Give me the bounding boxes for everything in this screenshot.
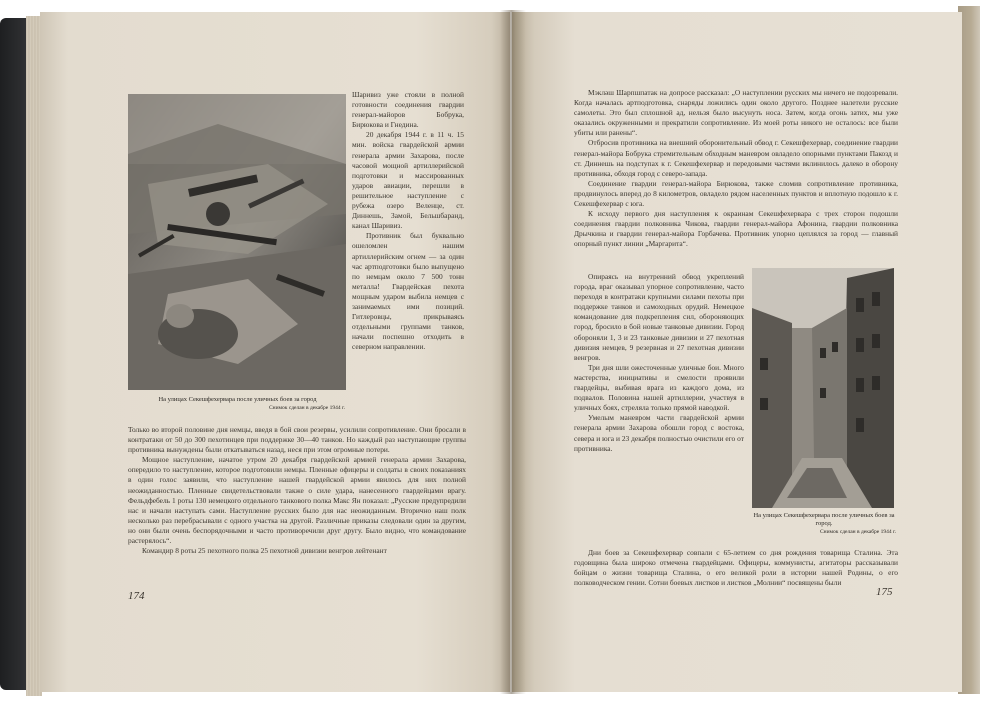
book-gutter	[500, 10, 526, 694]
paragraph: К исходу первого дня наступления к окраинам Секешфехервара с трех сторон подошли соединения гвардии полковника Чикова, гвардии генерал-майора Афонина, гвардии полковника Дрычкина и гвардии генерал-майора Горбачева. Противник упорно цеплялся за город — главный опорный пункт линии „Маргарита“.	[574, 209, 898, 249]
right-photo-credit: Снимок сделан в декабре 1944 г.	[819, 529, 896, 535]
paragraph: Соединение гвардии генерал-майора Бирюкова, также сломив сопротивление противника, продвинулось вперед до 8 километров, овладело рядом населенных пунктов и вплотную подошло к г. Секешфехервар с юга.	[574, 178, 898, 209]
paragraph: Отбросив противника на внешний оборонительный обвод г. Секешфехервар, соединение гвардии генерал-майора Бобрука стремительным обходным маневром овладело опорными пунктами Пакозд и ст. Диннешь на подступах к г. Секешфехервар и передовыми частями вклинилось далеко в оборону противника, обходя город с северо-запада.	[574, 138, 898, 178]
paragraph: 20 декабря 1944 г. в 11 ч. 15 мин. войска гвардейской армии генерала армии Захарова, после часовой мощной артиллерийской подготовки и массированных ударов авиации, перешли в решительное наступление с рубежа озеро Веленце, ст. Диннешь, Замой, Бельшбаранд, канал Шаривиз.	[352, 130, 464, 231]
left-photo-caption-text: На улицах Секешфехервара после уличных боев за город	[158, 396, 317, 403]
paragraph: Противник был буквально ошеломлен нашим артиллерийским огнем — за один час артподготовки было выпущено по немцам около 7 500 тонн металла! Гвардейская пехота мощным ударом выбила немцев с занимаемых ими позиций. Гитлеровцы, прикрываясь отдельными группами танков, начали поспешно отходить в северном направлении.	[352, 231, 464, 352]
paragraph: Дни боев за Секешфехервар совпали с 65-летием со дня рождения товарища Сталина. Эта годовщина была широко отмечена гвардейцами. Офицеры, коммунисты, агитаторы рассказывали бойцам о жизни товарища Сталина, о его великой роли в истории нашей Родины, о его полководческом гении. Сотни боевых листков и листков „Молнии“ посвящены были	[574, 548, 898, 588]
street-ruins-photo-drawing	[752, 268, 894, 508]
paragraph: Только во второй половине дня немцы, введя в бой свои резервы, усилили сопротивление. Они бросали в контратаки от 50 до 300 пехотинцев при поддержке 30—40 танков. Но каждый раз наступающие группы противника вынуждены были откатываться назад, неся при этом огромные потери.	[128, 425, 466, 455]
paragraph: Опираясь на внутренний обвод укреплений города, враг оказывал упорное сопротивление, часто переходя в контратаки крупными силами пехоты при поддержке танков и самоходных орудий. Немецкое командование для подкрепления сил, обороняющих город, бросило в бой новые танковые дивизии. Город обороняли 1, 3 и 23 танковые дивизии и 27 пехотная дивизия немцев, 9 резервная и 27 пехотная дивизии венгров.	[574, 272, 744, 362]
paragraph: Три дня шли ожесточенные уличные бои. Много мастерства, инициативы и смелости проявили гвардейцы, выбивая врага из каждого дома, из подвалов. Половина нашей артиллерии, участвуя в уличных боях, стреляла только прямой наводкой.	[574, 362, 744, 413]
left-page-number: 174	[128, 590, 145, 602]
right-bottom-column	[574, 548, 898, 588]
left-photo-credit: Снимок сделан в декабре 1944 г.	[268, 405, 345, 411]
paragraph: Мэкләш Шарпшпатак на допросе рассказал: „О наступлении русских мы ничего не подозревали. Когда началась артподготовка, снаряды ложились один около другого. Позднее налетели русские самолеты. Это был сплошной ад, нельзя было высунуть носа. Затем, когда огонь затих, мы уже оказались окруженными и прекратили сопротивление. Из моей роты никого не осталось: все были убиты или ранены“.	[574, 88, 898, 138]
battlefield-photo-drawing	[128, 94, 346, 390]
right-page-number: 175	[876, 586, 893, 598]
right-narrow-column	[574, 272, 744, 454]
paragraph: Шаривиз уже стояли в полной готовности соединения гвардии генерал-майоров Бобрука, Бирюкова и Гнедина.	[352, 90, 464, 130]
paragraph: Мощное наступление, начатое утром 20 декабря гвардейской армией генерала армии Захарова, опередило то наступление, которое подготовили немцы. Пленные офицеры и солдаты в своих показаниях в один голос заявили, что наступление нашей гвардейской армии явилось для них полной неожиданностью. Пленные свидетельствовали также о силе удара, нанесенного гвардейцами врагу. Фельдфебель 1 роты 130 немецкого отдельного танкового полка Макс Ян показал: „Русские предупредили нас и начали наступать сами. Наступление русских было для нас неожиданным. Вторично наш полк несколько раз перебрасывали с одного участка на другой. Различные приказы следовали один за другим, но они были очень беспорядочными и часто противоречили друг другу. Было видно, что командование растерялось“.	[128, 455, 466, 546]
paragraph: Командир 8 роты 25 пехотного полка 25 пехотной дивизии венгров лейтенант	[142, 546, 387, 556]
right-full-column	[574, 88, 898, 250]
right-photo-caption	[752, 512, 896, 536]
right-photo-caption-text: На улицах Секешфехервара после уличных боев за город.	[753, 512, 895, 527]
street-ruins-photo	[752, 268, 894, 508]
paragraph: Умелым маневром части гвардейской армии генерала армии Захарова обошли город с востока, севера и юга и 23 декабря полностью очистили его от противника.	[574, 413, 744, 453]
left-narrow-column	[352, 90, 464, 352]
left-full-column	[128, 425, 466, 556]
battlefield-photo	[128, 94, 346, 390]
left-photo-caption	[130, 396, 345, 412]
